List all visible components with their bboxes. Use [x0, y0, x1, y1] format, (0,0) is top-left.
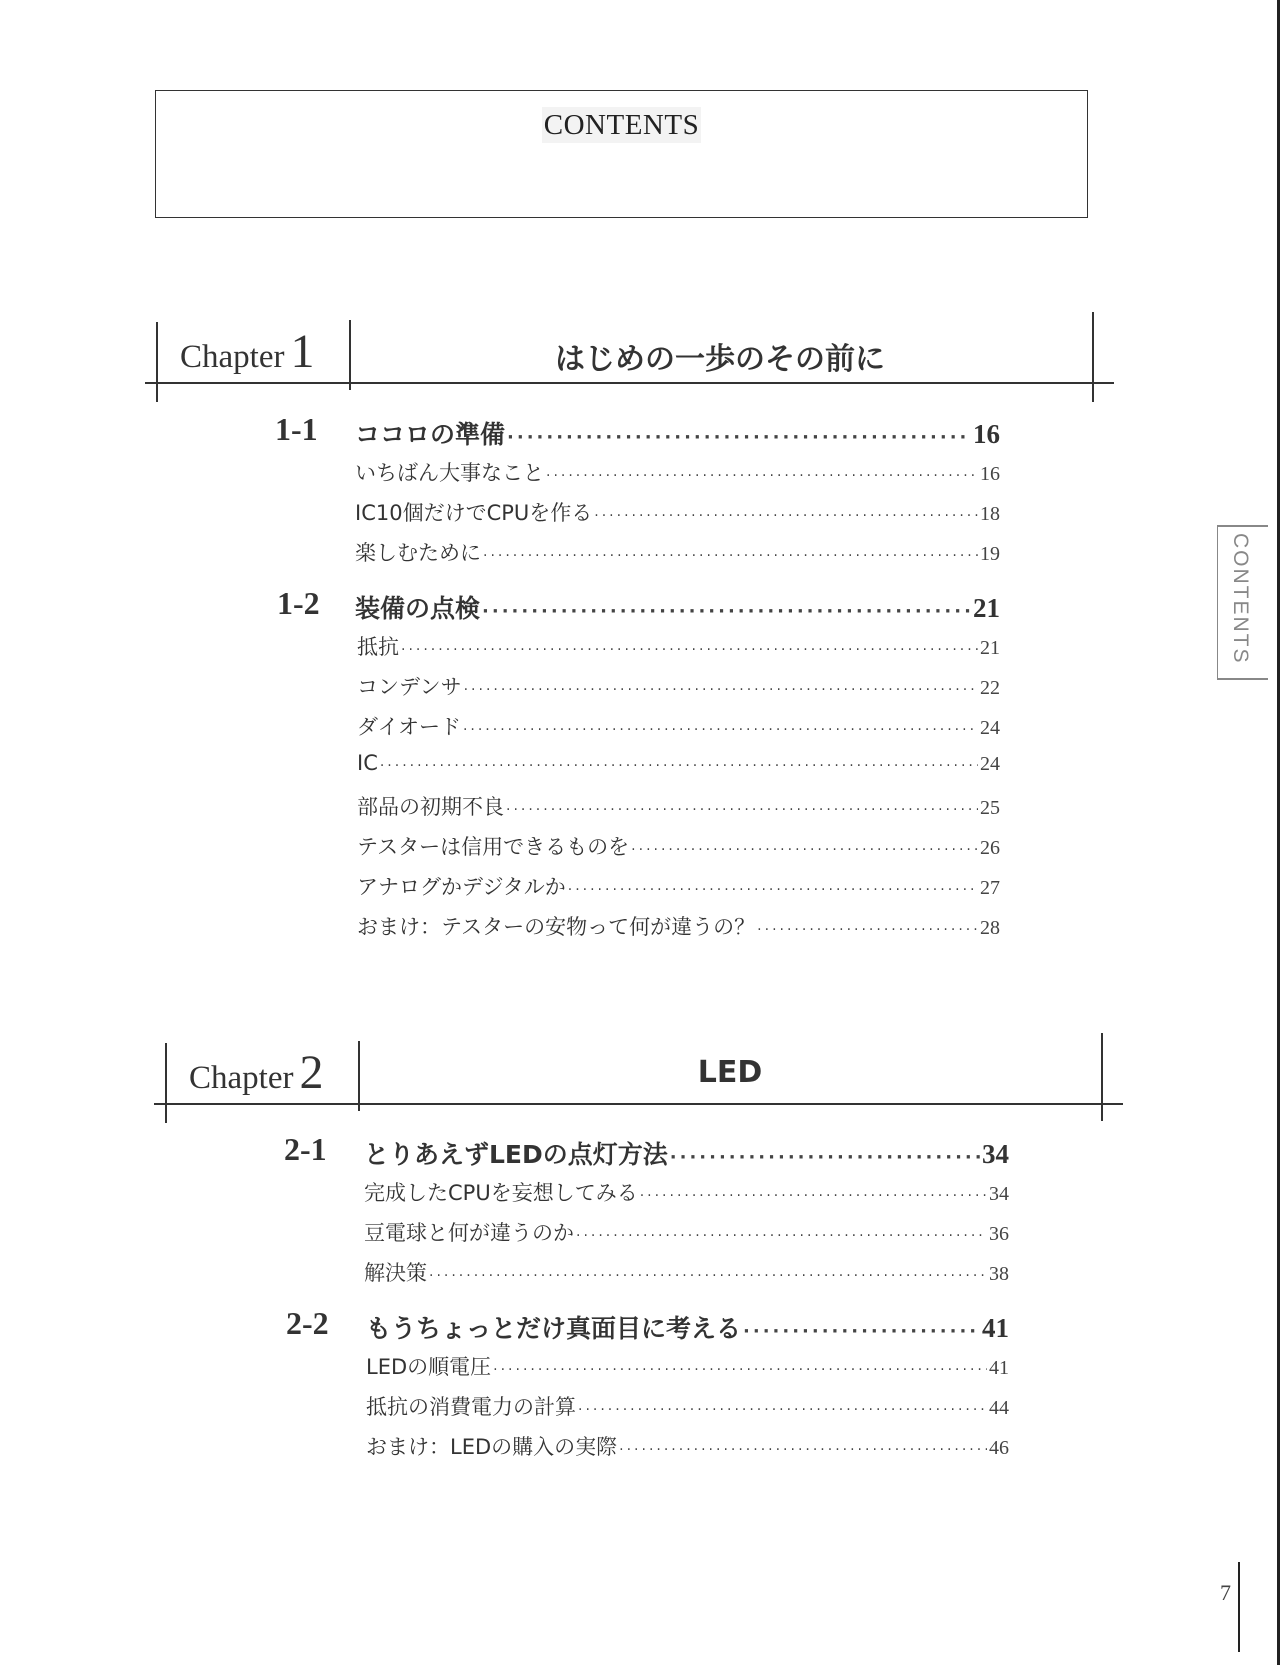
chapter-rule [1101, 1033, 1103, 1121]
dot-leader [743, 1321, 980, 1342]
contents-title: CONTENTS [543, 109, 700, 141]
toc-section-2-1[interactable] [284, 1131, 1009, 1171]
toc-section-1-1[interactable] [275, 411, 1000, 451]
toc-item[interactable]: 部品の初期不良 ····· 25 [357, 791, 1000, 821]
toc-item[interactable]: 完成したCPUを妄想してみる ····· 34 [364, 1177, 1009, 1207]
page-ref: 21 [973, 593, 1000, 623]
chapter-rule [145, 382, 1114, 384]
section-title: 装備の点検 [355, 594, 481, 623]
page-number-rule [1238, 1562, 1240, 1652]
toc-item[interactable]: ダイオード ····· 24 [357, 711, 1000, 741]
chapter-2-header [0, 1033, 1280, 1133]
page-ref: 16 [973, 419, 1000, 449]
side-contents-tab [1217, 525, 1268, 680]
toc-item[interactable]: 楽しむために ····· 19 [355, 537, 1000, 567]
dot-leader [493, 1362, 987, 1378]
section-number: 2-1 [284, 1131, 327, 1167]
dot-leader [757, 922, 978, 938]
dot-leader [631, 842, 978, 858]
dot-leader [619, 1442, 987, 1458]
chapter-title: はじめの一歩のその前に [555, 342, 885, 377]
page-ref: 34 [982, 1139, 1009, 1169]
page-ref: 41 [982, 1313, 1009, 1343]
dot-leader [640, 1188, 987, 1204]
chapter-rule [1092, 312, 1094, 402]
toc-item[interactable]: コンデンサ ····· 22 [357, 671, 1000, 701]
contents-header-box [155, 90, 1088, 218]
toc-item[interactable]: おまけ：テスターの安物って何が違うの？ ····· 28 [357, 911, 1000, 941]
chapter-rule [156, 322, 158, 402]
page-number: 7 [1220, 1580, 1231, 1605]
dot-leader [576, 1228, 987, 1244]
dot-leader [401, 642, 978, 658]
chapter-label: Chapter 2 [189, 1046, 324, 1099]
chapter-1-header [0, 312, 1280, 412]
toc-section-1-2[interactable] [277, 585, 1000, 625]
toc-item[interactable]: IC10個だけでCPUを作る ····· 18 [355, 497, 1000, 527]
dot-leader [594, 508, 978, 524]
section-number: 1-2 [277, 585, 320, 621]
dot-leader [463, 722, 978, 738]
chapter-number: 1 [290, 325, 315, 378]
dot-leader [578, 1402, 987, 1418]
dot-leader [483, 548, 978, 564]
dot-leader [429, 1268, 987, 1284]
toc-section-2-2[interactable] [286, 1305, 1009, 1345]
toc-item[interactable]: IC ····· 24 [357, 751, 1000, 776]
toc-item[interactable]: 抵抗の消費電力の計算 ····· 44 [366, 1391, 1009, 1421]
dot-leader [507, 427, 971, 448]
section-title: もうちょっとだけ真面目に考える [366, 1314, 742, 1343]
section-title: ココロの準備 [355, 420, 506, 449]
tab-rule [1218, 525, 1268, 527]
toc-item[interactable]: 解決策 ····· 38 [364, 1257, 1009, 1287]
toc-item[interactable]: 抵抗 ····· 21 [357, 631, 1000, 661]
dot-leader [482, 601, 971, 622]
toc-item[interactable]: いちばん大事なこと ····· 16 [355, 457, 1000, 487]
chapter-rule [154, 1103, 1123, 1105]
toc-item[interactable]: LEDの順電圧 ····· 41 [366, 1351, 1009, 1381]
dot-leader [568, 882, 978, 898]
chapter-rule [165, 1043, 167, 1123]
chapter-label: Chapter 1 [180, 325, 315, 378]
chapter-title: LED [697, 1055, 763, 1090]
toc-item[interactable]: テスターは信用できるものを ····· 26 [357, 831, 1000, 861]
toc-item[interactable]: 豆電球と何が違うのか ····· 36 [364, 1217, 1009, 1247]
dot-leader [546, 468, 978, 484]
dot-leader [464, 682, 978, 698]
toc-item[interactable]: おまけ：LEDの購入の実際 ····· 46 [366, 1431, 1009, 1461]
section-title: とりあえずLEDの点灯方法 [364, 1140, 668, 1169]
chapter-number: 2 [299, 1046, 324, 1099]
dot-leader [506, 802, 978, 818]
side-tab-label: CONTENTS [1229, 533, 1252, 665]
toc-item[interactable]: アナログかデジタルか ····· 27 [357, 871, 1000, 901]
dot-leader [670, 1147, 980, 1168]
section-number: 2-2 [286, 1305, 329, 1341]
section-number: 1-1 [275, 411, 318, 447]
dot-leader [380, 758, 978, 774]
tab-rule [1218, 678, 1268, 680]
